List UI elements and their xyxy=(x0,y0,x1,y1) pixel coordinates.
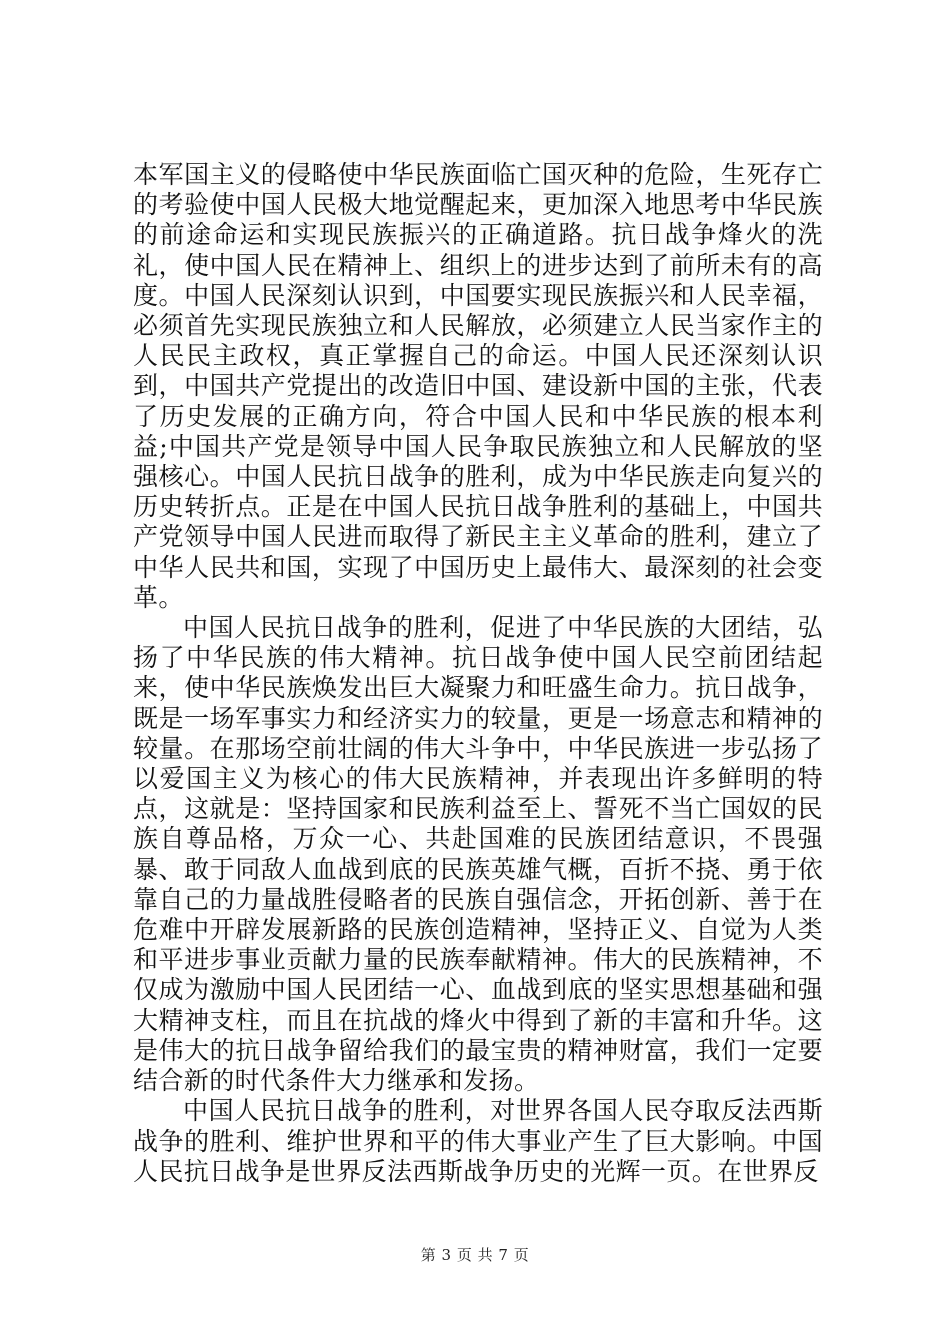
body-text xyxy=(133,160,823,1187)
page-number-footer: 第 3 页 共 7 页 xyxy=(420,1246,530,1264)
paragraph-continuation: 本军国主义的侵略使中华民族面临亡国灭种的危险，生死存亡的考验使中国人民极大地觉醒起来，更加深入地思考中华民族的前途命运和实现民族振兴的正确道路。抗日战争烽火的洗礼，使中国人民在精神上、组织上的进步达到了前所未有的高度。中国人民深刻认识到，中国要实现民族振兴和人民幸福，必须首先实现民族独立和人民解放，必须建立人民当家作主的人民民主政权，真正掌握自己的命运。中国人民还深刻认识到，中国共产党提出的改造旧中国、建设新中国的主张，代表了历史发展的正确方向，符合中国人民和中华民族的根本利益;中国共产党是领导中国人民争取民族独立和人民解放的坚强核心。中国人民抗日战争的胜利，成为中华民族走向复兴的历史转折点。正是在中国人民抗日战争胜利的基础上，中国共产党领导中国人民进而取得了新民主主义革命的胜利，建立了中华人民共和国，实现了中国历史上最伟大、最深刻的社会变革。 xyxy=(133,160,823,612)
paragraph-world-impact: 中国人民抗日战争的胜利，对世界各国人民夺取反法西斯战争的胜利、维护世界和平的伟大事业产生了巨大影响。中国人民抗日战争是世界反法西斯战争历史的光辉一页。在世界反 xyxy=(133,1096,823,1186)
paragraph-national-spirit: 中国人民抗日战争的胜利，促进了中华民族的大团结，弘扬了中华民族的伟大精神。抗日战争使中国人民空前团结起来，使中华民族焕发出巨大凝聚力和旺盛生命力。抗日战争，既是一场军事实力和经济实力的较量，更是一场意志和精神的较量。在那场空前壮阔的伟大斗争中，中华民族进一步弘扬了以爱国主义为核心的伟大民族精神，并表现出许多鲜明的特点，这就是：坚持国家和民族利益至上、誓死不当亡国奴的民族自尊品格，万众一心、共赴国难的民族团结意识，不畏强暴、敢于同敌人血战到底的民族英雄气概，百折不挠、勇于依靠自己的力量战胜侵略者的民族自强信念，开拓创新、善于在危难中开辟发展新路的民族创造精神，坚持正义、自觉为人类和平进步事业贡献力量的民族奉献精神。伟大的民族精神，不仅成为激励中国人民团结一心、血战到底的坚实思想基础和强大精神支柱，而且在抗战的烽火中得到了新的丰富和升华。这是伟大的抗日战争留给我们的最宝贵的精神财富，我们一定要结合新的时代条件大力继承和发扬。 xyxy=(133,613,823,1096)
